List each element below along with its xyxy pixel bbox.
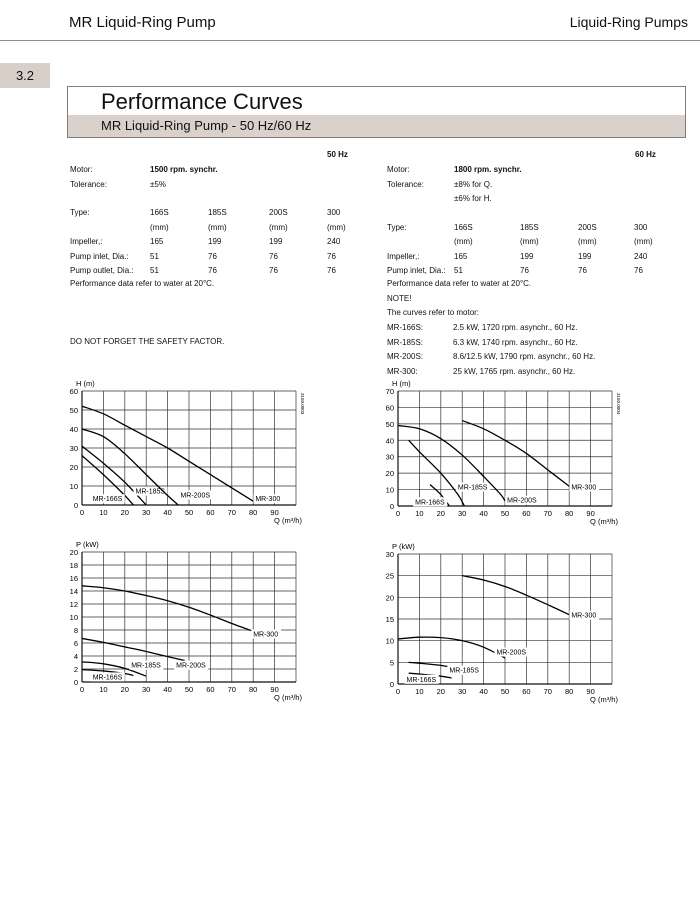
x-tick-label: 10 bbox=[415, 687, 424, 696]
y-tick-label: 40 bbox=[385, 436, 394, 446]
x-tick-label: 50 bbox=[184, 685, 194, 694]
spec60-cell: 51 bbox=[454, 266, 463, 275]
spec50-cell: 76 bbox=[208, 266, 217, 275]
x-tick-label: 0 bbox=[79, 685, 85, 694]
y-tick-label: 2 bbox=[73, 665, 78, 674]
x-tick-label: 40 bbox=[479, 687, 488, 696]
spec60-cell: (mm) bbox=[520, 237, 539, 246]
y-tick-label: 50 bbox=[69, 406, 78, 415]
spec60-cell: Tolerance: bbox=[387, 179, 424, 189]
spec50-cell: Pump inlet, Dia.: bbox=[70, 251, 129, 261]
spec50-cell: Impeller,: bbox=[70, 237, 103, 246]
series-label: MR-200S bbox=[176, 662, 206, 670]
spec60-cell: Type: bbox=[387, 222, 407, 232]
spec50-cell: 185S bbox=[208, 208, 227, 217]
y-axis-label: H (m) bbox=[76, 379, 95, 388]
spec50-cell: 1500 rpm. synchr. bbox=[150, 165, 218, 174]
spec50-cell: 200S bbox=[269, 208, 288, 217]
spec60-cell: 76 bbox=[634, 266, 643, 275]
header-divider bbox=[0, 40, 700, 41]
x-tick-label: 90 bbox=[270, 508, 279, 517]
y-tick-label: 6 bbox=[73, 639, 78, 648]
series-label: MR-185S bbox=[131, 662, 161, 670]
motor-label: MR-200S: bbox=[387, 352, 424, 361]
spec60-cell: (mm) bbox=[634, 237, 653, 246]
spec50-cell: (mm) bbox=[327, 222, 346, 232]
spec50-frequency: 50 Hz bbox=[327, 150, 348, 159]
section-number-tab: 3.2 bbox=[0, 63, 50, 88]
spec60-cell: Pump inlet, Dia.: bbox=[387, 266, 446, 275]
head-chart-50hz bbox=[48, 376, 318, 526]
x-tick-label: 0 bbox=[395, 687, 401, 696]
spec60-cell: 199 bbox=[520, 251, 534, 261]
spec60-cell: 199 bbox=[578, 251, 592, 261]
y-axis-label: P (kW) bbox=[392, 542, 415, 551]
series-label: MR-300 bbox=[571, 484, 597, 492]
spec50-cell: 199 bbox=[269, 237, 283, 246]
spec60-cell: 166S bbox=[454, 222, 473, 232]
y-tick-label: 0 bbox=[73, 678, 78, 687]
spec60-cell: Impeller,: bbox=[387, 251, 420, 261]
spec60-cell: (mm) bbox=[454, 237, 473, 246]
page-title: Performance Curves bbox=[101, 89, 303, 114]
spec50-cell: 166S bbox=[150, 208, 169, 217]
spec50-cell: 240 bbox=[327, 237, 341, 246]
spec50-cell: (mm) bbox=[150, 222, 169, 232]
motor-description: 6.3 kW, 1740 rpm. asynchr., 60 Hz. bbox=[453, 337, 578, 347]
motor-label: MR-185S: bbox=[387, 337, 424, 347]
y-tick-label: 25 bbox=[385, 571, 394, 581]
motor-label: MR-300: bbox=[387, 366, 418, 376]
y-tick-label: 5 bbox=[389, 658, 394, 668]
x-tick-label: 90 bbox=[270, 685, 279, 694]
motor-description: 25 kW, 1765 rpm. asynchr., 60 Hz. bbox=[453, 366, 576, 376]
spec60-note: Performance data refer to water at 20°C. bbox=[387, 279, 532, 288]
spec50-cell: 76 bbox=[327, 266, 336, 275]
y-tick-label: 15 bbox=[385, 615, 394, 624]
x-axis-label: Q (m³/h) bbox=[590, 695, 618, 704]
x-tick-label: 10 bbox=[99, 685, 108, 694]
x-tick-label: 0 bbox=[79, 508, 85, 517]
spec50-cell: 51 bbox=[150, 266, 159, 275]
motor-description: 2.5 kW, 1720 rpm. asynchr., 60 Hz. bbox=[453, 323, 578, 332]
series-label: MR-300 bbox=[253, 631, 279, 639]
page-subtitle: MR Liquid-Ring Pump - 50 Hz/60 Hz bbox=[101, 118, 312, 133]
x-tick-label: 0 bbox=[395, 509, 401, 518]
series-curve bbox=[462, 421, 569, 487]
spec60-cell: Motor: bbox=[387, 165, 410, 174]
x-tick-label: 30 bbox=[142, 508, 151, 517]
x-tick-label: 90 bbox=[586, 687, 595, 696]
spec60-cell: ±6% for H. bbox=[454, 194, 492, 203]
spec60-note: The curves refer to motor: bbox=[387, 308, 480, 317]
series-curve bbox=[398, 637, 505, 658]
y-tick-label: 60 bbox=[385, 403, 394, 413]
y-tick-label: 10 bbox=[69, 613, 78, 622]
y-axis-label: H (m) bbox=[392, 379, 411, 388]
x-tick-label: 30 bbox=[458, 509, 467, 518]
y-tick-label: 0 bbox=[389, 502, 394, 511]
chart-code: 3150.0003 bbox=[300, 393, 305, 415]
spec60-frequency: 60 Hz bbox=[635, 150, 656, 159]
spec50-cell: Motor: bbox=[70, 165, 93, 174]
y-tick-label: 10 bbox=[385, 636, 394, 646]
spec50-cell: 76 bbox=[269, 251, 278, 261]
series-label: MR-166S bbox=[406, 676, 437, 684]
series-label: MR-300 bbox=[571, 612, 597, 620]
y-tick-label: 20 bbox=[69, 548, 78, 557]
series-label: MR-166S bbox=[92, 496, 123, 504]
spec50-cell: (mm) bbox=[269, 222, 288, 232]
header-title: MR Liquid-Ring Pump bbox=[69, 14, 216, 31]
series-label: MR-185S bbox=[457, 484, 488, 492]
y-tick-label: 18 bbox=[69, 561, 78, 570]
series-label: MR-166S bbox=[92, 674, 123, 682]
x-tick-label: 60 bbox=[522, 509, 531, 518]
x-tick-label: 70 bbox=[227, 508, 236, 517]
spec50-cell: ±5% bbox=[150, 179, 166, 189]
power-chart-50hz bbox=[48, 538, 318, 706]
header-category: Liquid-Ring Pumps bbox=[569, 14, 688, 30]
x-tick-label: 40 bbox=[163, 508, 172, 517]
spec60-cell: 200S bbox=[578, 222, 597, 232]
x-tick-label: 20 bbox=[436, 509, 445, 518]
y-tick-label: 12 bbox=[69, 600, 78, 609]
title-box bbox=[67, 86, 686, 138]
series-label: MR-185S bbox=[135, 488, 166, 496]
x-tick-label: 60 bbox=[206, 685, 215, 694]
y-tick-label: 20 bbox=[385, 593, 394, 603]
x-tick-label: 40 bbox=[479, 509, 488, 518]
spec50-cell: 76 bbox=[327, 251, 336, 261]
spec50-cell: Pump outlet, Dia.: bbox=[70, 266, 134, 275]
x-tick-label: 30 bbox=[458, 687, 467, 696]
x-tick-label: 70 bbox=[543, 509, 552, 518]
motor-description: 8.6/12.5 kW, 1790 rpm. asynchr., 60 Hz. bbox=[453, 352, 596, 361]
y-tick-label: 8 bbox=[73, 626, 78, 635]
spec50-note: Performance data refer to water at 20°C. bbox=[70, 279, 215, 288]
spec50-cell: 300 bbox=[327, 208, 341, 217]
x-tick-label: 80 bbox=[249, 508, 258, 517]
spec50-cell: (mm) bbox=[208, 222, 227, 232]
x-tick-label: 30 bbox=[142, 685, 151, 694]
spec60-cell: (mm) bbox=[578, 237, 597, 246]
series-label: MR-300 bbox=[255, 496, 281, 504]
series-curve bbox=[82, 638, 185, 660]
x-tick-label: 50 bbox=[500, 509, 510, 518]
subtitle-band bbox=[68, 115, 685, 137]
x-tick-label: 80 bbox=[565, 687, 574, 696]
y-tick-label: 70 bbox=[385, 387, 394, 396]
series-label: MR-200S bbox=[496, 649, 527, 657]
x-tick-label: 50 bbox=[184, 508, 194, 517]
head-chart-60hz bbox=[370, 376, 640, 528]
series-curve bbox=[462, 576, 569, 615]
spec60-cell: 76 bbox=[520, 266, 529, 275]
y-tick-label: 20 bbox=[69, 463, 78, 472]
y-axis-label: P (kW) bbox=[76, 540, 99, 549]
y-tick-label: 10 bbox=[69, 482, 78, 491]
series-label: MR-166S bbox=[415, 499, 445, 507]
x-tick-label: 90 bbox=[586, 509, 595, 518]
spec50-cell: 76 bbox=[208, 251, 217, 261]
y-tick-label: 30 bbox=[385, 452, 394, 462]
x-tick-label: 70 bbox=[543, 687, 552, 696]
y-tick-label: 40 bbox=[69, 425, 78, 434]
x-tick-label: 70 bbox=[227, 685, 236, 694]
spec60-cell: 300 bbox=[634, 222, 648, 232]
spec60-cell: ±8% for Q. bbox=[454, 179, 493, 189]
series-label: MR-200S bbox=[180, 492, 211, 500]
series-label: MR-185S bbox=[449, 667, 479, 675]
spec60-note: NOTE! bbox=[387, 293, 412, 303]
x-axis-label: Q (m³/h) bbox=[590, 517, 618, 526]
spec60-cell: 240 bbox=[634, 251, 648, 261]
series-label: MR-200S bbox=[507, 497, 537, 505]
y-tick-label: 50 bbox=[385, 419, 394, 429]
spec60-cell: 76 bbox=[578, 266, 587, 275]
x-tick-label: 10 bbox=[415, 509, 424, 518]
spec50-cell: Tolerance: bbox=[70, 179, 107, 189]
x-tick-label: 20 bbox=[120, 508, 129, 517]
y-tick-label: 0 bbox=[389, 680, 394, 689]
safety-warning: DO NOT FORGET THE SAFETY FACTOR. bbox=[70, 337, 225, 346]
spec60-cell: 185S bbox=[520, 222, 539, 232]
spec50-cell: 199 bbox=[208, 237, 222, 246]
x-tick-label: 60 bbox=[522, 687, 531, 696]
x-tick-label: 20 bbox=[120, 685, 129, 694]
y-tick-label: 0 bbox=[73, 501, 78, 510]
y-tick-label: 14 bbox=[69, 587, 78, 596]
power-chart-60hz bbox=[370, 540, 640, 708]
y-tick-label: 10 bbox=[385, 485, 394, 495]
y-tick-label: 60 bbox=[69, 387, 78, 396]
y-tick-label: 20 bbox=[385, 469, 394, 479]
spec50-cell: 165 bbox=[150, 237, 164, 246]
y-tick-label: 30 bbox=[69, 444, 78, 453]
x-tick-label: 80 bbox=[565, 509, 574, 518]
x-tick-label: 10 bbox=[99, 508, 108, 517]
x-axis-label: Q (m³/h) bbox=[274, 516, 302, 525]
y-tick-label: 4 bbox=[73, 652, 78, 661]
x-tick-label: 40 bbox=[163, 685, 172, 694]
spec50-cell: 51 bbox=[150, 251, 159, 261]
x-tick-label: 50 bbox=[500, 687, 510, 696]
spec50-cell: 76 bbox=[269, 266, 278, 275]
x-tick-label: 80 bbox=[249, 685, 258, 694]
x-tick-label: 20 bbox=[436, 687, 445, 696]
chart-code: 3150.0004 bbox=[616, 393, 621, 415]
spec60-cell: 1800 rpm. synchr. bbox=[454, 165, 522, 174]
spec60-cell: 165 bbox=[454, 251, 468, 261]
y-tick-label: 16 bbox=[69, 574, 78, 583]
motor-label: MR-166S: bbox=[387, 323, 424, 332]
x-axis-label: Q (m³/h) bbox=[274, 693, 302, 702]
y-tick-label: 30 bbox=[385, 550, 394, 559]
spec50-cell: Type: bbox=[70, 208, 90, 217]
x-tick-label: 60 bbox=[206, 508, 215, 517]
